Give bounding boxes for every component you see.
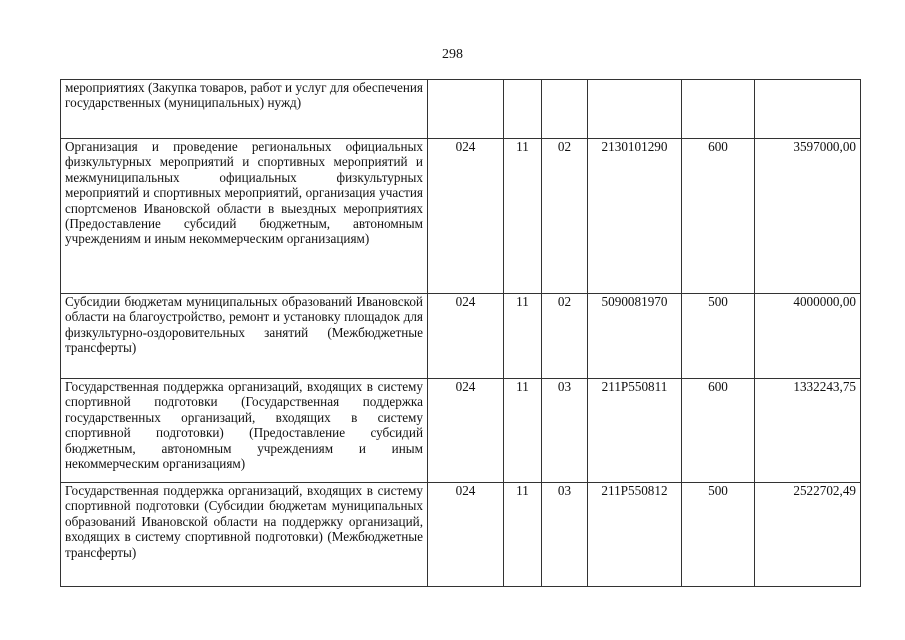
section-code: 11 <box>504 294 542 379</box>
ministry-code <box>428 80 504 139</box>
target-article: 211P550812 <box>588 483 682 587</box>
amount: 1332243,75 <box>755 379 861 483</box>
section-code: 11 <box>504 379 542 483</box>
ministry-code: 024 <box>428 294 504 379</box>
expense-type: 500 <box>682 294 755 379</box>
row-description: Организация и проведение региональных официальных физкультурных мероприятий и спортивных мероприятий и межмуниципальных официальных физкультурных мероприятий и спортивных мероприятий, организация участия спортсменов Ивановской области в выездных мероприятиях (Предоставление субсидий бюджетным, автономным учреждениям и иным некоммерческим организациям) <box>61 139 428 294</box>
subsection-code: 02 <box>542 294 588 379</box>
target-article: 5090081970 <box>588 294 682 379</box>
expense-type: 600 <box>682 379 755 483</box>
target-article: 211P550811 <box>588 379 682 483</box>
ministry-code: 024 <box>428 379 504 483</box>
row-description: мероприятиях (Закупка товаров, работ и услуг для обеспечения государственных (муниципальных) нужд) <box>61 80 428 139</box>
target-article <box>588 80 682 139</box>
subsection-code: 03 <box>542 379 588 483</box>
ministry-code: 024 <box>428 139 504 294</box>
section-code <box>504 80 542 139</box>
amount <box>755 80 861 139</box>
amount: 2522702,49 <box>755 483 861 587</box>
table-row <box>61 80 861 139</box>
section-code: 11 <box>504 483 542 587</box>
table-row <box>61 294 861 379</box>
table-row <box>61 379 861 483</box>
section-code: 11 <box>504 139 542 294</box>
ministry-code: 024 <box>428 483 504 587</box>
page-number: 298 <box>442 47 463 62</box>
row-description: Субсидии бюджетам муниципальных образований Ивановской области на благоустройство, ремонт и установку площадок для физкультурно-оздоровительных занятий (Межбюджетные трансферты) <box>61 294 428 379</box>
table-row <box>61 483 861 587</box>
budget-table <box>60 79 861 587</box>
amount: 3597000,00 <box>755 139 861 294</box>
row-description: Государственная поддержка организаций, входящих в систему спортивной подготовки (Государственная поддержка государственных организаций, входящих в систему спортивной подготовки) (Предоставление субсидий бюджетным, автономным учреждениям и иным некоммерческим организациям) <box>61 379 428 483</box>
expense-type: 600 <box>682 139 755 294</box>
subsection-code: 02 <box>542 139 588 294</box>
expense-type <box>682 80 755 139</box>
amount: 4000000,00 <box>755 294 861 379</box>
expense-type: 500 <box>682 483 755 587</box>
row-description: Государственная поддержка организаций, входящих в систему спортивной подготовки (Субсидии бюджетам муниципальных образований Ивановской области на поддержку организаций, входящих в систему спортивной подготовки) (Межбюджетные трансферты) <box>61 483 428 587</box>
subsection-code <box>542 80 588 139</box>
target-article: 2130101290 <box>588 139 682 294</box>
subsection-code: 03 <box>542 483 588 587</box>
table-row <box>61 139 861 294</box>
